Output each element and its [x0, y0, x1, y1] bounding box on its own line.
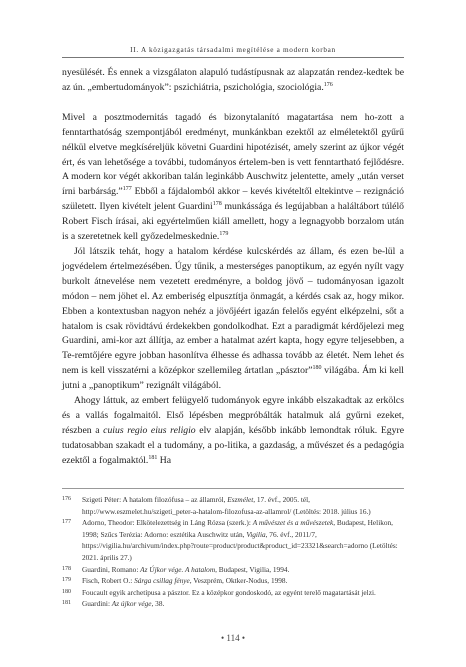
- footnote-ref: 178: [212, 201, 222, 208]
- footnote: [62, 575, 404, 587]
- footnote-number: 176: [62, 496, 71, 502]
- footnote: [62, 564, 404, 576]
- text-run: Jól látszik tehát, hogy a hatalom kérdése kulcskérdés az állam, és ezen be-lül a jogvédelem értelmezésében. Úgy tűnik, a mesterséges panoptikum, az egyén nyílt vagy burkolt átnevelése nem vezetett eredményre, a boldog jövő – tudományosan igazolt módon – nem jöhet el. Az emberiség elpusztítja önmagát, a kérdés csak az, hogy mikor. Ebben a kontextusban nagyon nehéz a jövőjéért igazán felelős egyént elképzelni, sőt a hatalom is csak rövidtávú érdekekben gondolkodhat. Ezt a paradigmát kérdőjelezi meg Guardini, ami-kor azt állítja, az ember a hatalmat azért kapta, hogy egyre teljesebben, a Te-remtőjére egyre jobban hasonlítva élhesse és adhassa tovább az életét. Nem lehet és nem is kell visszatérni a középkor szellemileg ártatlan „pásztor”: [62, 245, 404, 377]
- text-run: , 17. évf., 2005. tél, http://www.eszmelet.hu/szigeti_peter-a-hatalom-filozofusa-az-allamrol/ (Letöltés: 2018. július 16.): [82, 495, 371, 516]
- text-run: elv alapján, később inkább lemondtak róluk. Egyre tudatosabban szakadt el a tudomány, a po-litika, a gazdaság, a művészet és a pedagógia ezektől a fogalmaktól.: [62, 424, 404, 466]
- running-head: II. A közigazgatás társadalmi megítélése a modern korban: [130, 46, 336, 54]
- paragraph: [62, 111, 404, 245]
- paragraph: [62, 245, 404, 394]
- text-run: , Budapest, Vigilia, 1994.: [215, 564, 290, 574]
- footnote-ref: 177: [122, 186, 132, 193]
- text-run: , 76. évf., 2011/7, https://vigilia.hu/archivum/index.php?route=product/product&product_id=23321&search=adorno (Letöltés: 2021. április 27.): [82, 529, 398, 562]
- footnote-rule: [62, 488, 404, 489]
- footnote-number: 177: [62, 519, 71, 526]
- text-run: Guardini, Romano:: [82, 564, 141, 574]
- text-run: , Veszprém, Oktker-Nodus, 1998.: [189, 576, 288, 586]
- footnote-ref: 180: [312, 364, 322, 371]
- text-run: munkássága és legújabban a haláltábort túlélő Robert Fisch írásai, aki egyértelműen kiáll amellett, hogy a legnagyobb borzalom után is a szeretetnek kell győzedelmeskednie.: [62, 201, 404, 243]
- text-run: Ahogy láttuk, az embert felügyelő tudományok egyre inkább elszakadtak az erkölcs és a vallás fogalmaitól. Első lépésben megpróbálták hatalmuk alá gyűrni ezeket, részben a: [62, 395, 404, 436]
- footnote-ref: 176: [323, 81, 333, 88]
- footnote: [62, 517, 404, 563]
- footnote-number: 178: [62, 565, 71, 572]
- paragraph: [62, 66, 404, 96]
- paragraph: [62, 394, 404, 469]
- text-run: Szigeti Péter: A hatalom filozófusa – az államról,: [82, 495, 228, 504]
- text-run: , Budapest, Helikon, 1998; Szűcs Terézia: Adorno: esztétika Auschwitz után,: [82, 518, 393, 539]
- italic-text: Az újkor vége: [111, 599, 152, 609]
- footnote: [62, 587, 404, 599]
- text-run: Adorno, Theodor: Elkötelezettség in Láng Rózsa (szerk.):: [82, 518, 253, 528]
- body-text: [62, 66, 404, 469]
- footnote: [62, 494, 404, 517]
- footnote-ref: 179: [219, 230, 229, 237]
- text-run: Mivel a posztmodernitás tagadó és bizonytalanító magatartása nem ho-zott a fenntarthatóság szempontjából eredményt, munkánkban ezektől az elméletektől gyűrű nélkül elvetve megkíséreljük követni Guardini hipotézisét, amely szerint az újkor végét ért, és van lehetősége a további, tudományos értelem-ben is vett fenntartható fejlődésre. A modern kor végét akkoriban talán leginkább Auschwitz jelentette, amely „után verset írni barbárság.”: [62, 111, 404, 198]
- text-run: nyesülését. És ennek a vizsgálaton alapuló tudástípusnak az alapzatán rendez-kedtek be az ún. „embertudományok”: pszichiátria, pszichológia, szociológia.: [62, 67, 404, 93]
- footnote-ref: 181: [148, 454, 158, 461]
- italic-text: Eszmélet: [227, 495, 254, 504]
- footnote: [62, 598, 404, 610]
- header-rule: [62, 57, 404, 58]
- italic-text: cuius regio eius religio: [103, 424, 196, 436]
- footnote-number: 181: [62, 600, 71, 607]
- text-run: világába. Ám ki kell jutni a „panoptikum” rezignált világából.: [62, 365, 404, 392]
- text-run: Ha: [157, 454, 172, 466]
- italic-text: Az Újkor vége. A hatalom: [140, 564, 216, 574]
- italic-text: Vigilia: [246, 529, 266, 539]
- text-run: Fisch, Robert O.:: [82, 576, 135, 586]
- text-run: Guardini:: [82, 599, 112, 609]
- text-run: , 38.: [151, 599, 165, 609]
- italic-text: Sárga csillag fénye: [134, 576, 190, 586]
- footnotes: [62, 494, 404, 610]
- footnote-number: 179: [62, 577, 71, 584]
- page-number: • 114 •: [221, 633, 245, 643]
- text-run: Foucault egyik archetípusa a pásztor. Ez a középkor gondoskodó, az egyént terelő magatartását jelzi.: [82, 587, 376, 597]
- italic-text: A művészet és a művészetek: [252, 518, 334, 528]
- text-run: Ebből a fájdalomból akkor – kevés kivételtől eltekintve – rezignáció született. Ilyen kivételt jelent Guardini: [62, 186, 405, 213]
- footnote-number: 180: [62, 588, 71, 595]
